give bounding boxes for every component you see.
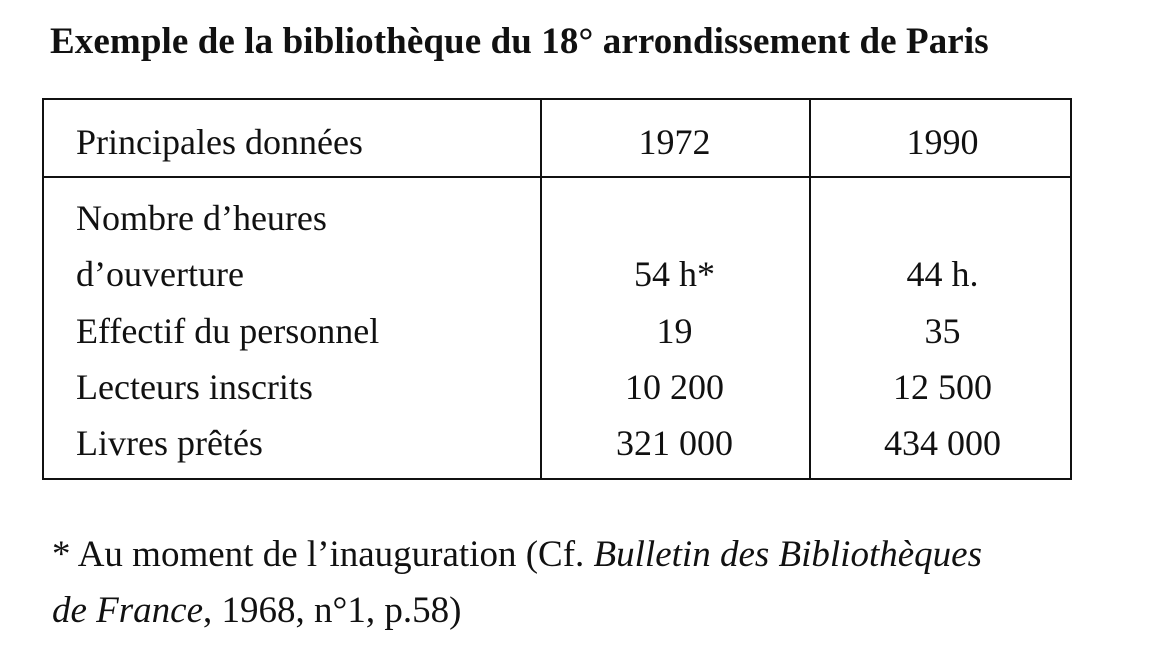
footnote-italic-title-2: de France xyxy=(52,590,204,631)
header-year-1990: 1990 xyxy=(906,122,979,162)
row-label: Livres prêtés xyxy=(76,423,263,463)
footnote-italic-title-1: Bulletin des Bibliothèques xyxy=(593,534,982,575)
footnote-suffix: , 1968, n°1, p.58) xyxy=(203,590,462,631)
header-year-1972: 1972 xyxy=(638,122,711,162)
row-label: Nombre d’heures xyxy=(76,198,327,238)
table-cell: 44 h. xyxy=(906,254,979,294)
table-cell: 54 h* xyxy=(634,254,715,294)
row-label: d’ouverture xyxy=(76,254,244,294)
table-cell: 321 000 xyxy=(616,423,733,463)
footnote-prefix: * Au moment de l’inauguration (Cf. xyxy=(52,534,594,575)
footnote xyxy=(52,527,1142,639)
row-label: Effectif du personnel xyxy=(76,311,380,351)
page-title: Exemple de la bibliothèque du 18° arrondissement de Paris xyxy=(50,21,989,62)
header-label: Principales données xyxy=(76,122,363,162)
data-table xyxy=(42,98,1072,480)
row-label: Lecteurs inscrits xyxy=(76,367,313,407)
header-divider xyxy=(44,176,1070,178)
table-cell: 19 xyxy=(656,311,693,351)
table-cell: 35 xyxy=(924,311,961,351)
table-cell: 12 500 xyxy=(893,367,992,407)
table-cell: 10 200 xyxy=(625,367,724,407)
table-cell: 434 000 xyxy=(884,423,1001,463)
